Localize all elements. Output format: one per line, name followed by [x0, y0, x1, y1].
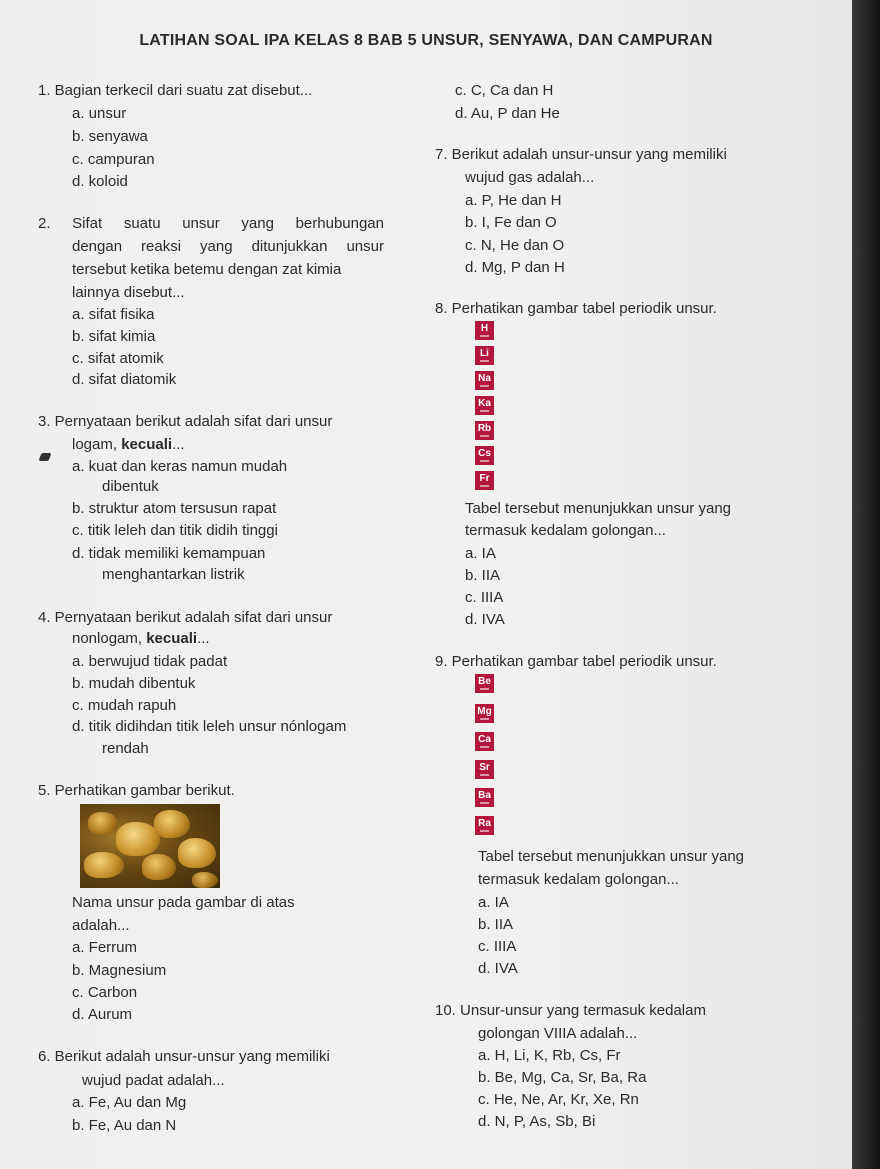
q2-question-line3: tersebut ketika betemu dengan zat kimia: [72, 261, 342, 278]
element-tile-cs: Cs: [475, 446, 494, 465]
q2-word: dengan: [72, 238, 123, 255]
q10-question-line1: 10. Unsur-unsur yang termasuk kedalam: [435, 1002, 706, 1019]
q4-text: nonlogam,: [72, 630, 147, 647]
q2-word: suatu: [123, 215, 161, 232]
q2-question-line2: [72, 237, 384, 256]
q1-option-a[interactable]: a. unsur: [72, 105, 127, 122]
element-tile-ka: Ka: [475, 396, 494, 415]
q5-question-line3: adalah...: [72, 917, 130, 934]
q4-option-c[interactable]: c. mudah rapuh: [72, 697, 177, 714]
q5-option-b[interactable]: b. Magnesium: [72, 962, 167, 979]
q1-option-c[interactable]: c. campuran: [72, 151, 155, 168]
q8-option-a[interactable]: a. IA: [465, 545, 496, 562]
q3-option-d-cont: menghantarkan listrik: [102, 566, 245, 583]
q8-question-line2: Tabel tersebut menunjukkan unsur yang: [465, 500, 732, 517]
q2-word: unsur: [346, 238, 384, 255]
q10-option-a[interactable]: a. H, Li, K, Rb, Cs, Fr: [478, 1047, 621, 1064]
element-tile-li: Li: [475, 346, 494, 365]
q1-option-d[interactable]: d. koloid: [72, 173, 128, 190]
q7-question-line2: wujud gas adalah...: [465, 169, 595, 186]
q4-option-d-cont: rendah: [102, 740, 149, 757]
q2-num: 2.: [38, 215, 51, 232]
q9-option-c[interactable]: c. IIIA: [478, 938, 517, 955]
q3-question-line2: [72, 435, 185, 454]
gold-nuggets-image: [80, 804, 220, 888]
q7-option-b[interactable]: b. I, Fe dan O: [465, 214, 557, 231]
q4-except-word: kecuali: [146, 630, 198, 647]
q3-option-c[interactable]: c. titik leleh dan titik didih tinggi: [72, 522, 278, 539]
q8-question-line3: termasuk kedalam golongan...: [465, 522, 666, 539]
q2-option-a[interactable]: a. sifat fisika: [72, 306, 155, 323]
page-title: LATIHAN SOAL IPA KELAS 8 BAB 5 UNSUR, SENYAWA, DAN CAMPURAN: [139, 32, 713, 49]
q10-question-line2: golongan VIIIA adalah...: [478, 1025, 638, 1042]
q2-question-line1: [38, 214, 384, 233]
q9-question-line2: Tabel tersebut menunjukkan unsur yang: [478, 848, 745, 865]
element-tile-sr: Sr: [475, 760, 494, 779]
q3-option-b[interactable]: b. struktur atom tersusun rapat: [72, 500, 277, 517]
q5-question-line2: Nama unsur pada gambar di atas: [72, 894, 295, 911]
screen-edge: [852, 0, 880, 1169]
q7-option-a[interactable]: a. P, He dan H: [465, 192, 562, 209]
q4-option-d[interactable]: d. titik didihdan titik leleh unsur nónlogam: [72, 718, 347, 735]
q5-option-a[interactable]: a. Ferrum: [72, 939, 138, 956]
q5-question-line1: 5. Perhatikan gambar berikut.: [38, 782, 235, 799]
q4-question-line2: [72, 629, 210, 648]
q2-word: yang: [200, 238, 233, 255]
q7-option-d[interactable]: d. Mg, P dan H: [465, 259, 565, 276]
q6-question-line2: wujud padat adalah...: [82, 1072, 225, 1089]
q6-option-c[interactable]: c. C, Ca dan H: [455, 82, 554, 99]
q9-option-a[interactable]: a. IA: [478, 894, 509, 911]
element-tile-mg: Mg: [475, 704, 494, 723]
q6-question-line1: 6. Berikut adalah unsur-unsur yang memiliki: [38, 1048, 330, 1065]
q1-question: 1. Bagian terkecil dari suatu zat disebut...: [38, 82, 313, 99]
q8-question-line1: 8. Perhatikan gambar tabel periodik unsur.: [435, 300, 717, 317]
element-tile-be: Be: [475, 674, 494, 693]
q3-text: ...: [172, 436, 185, 453]
element-tile-fr: Fr: [475, 471, 494, 490]
q2-word: unsur: [182, 215, 220, 232]
element-tile-ra: Ra: [475, 816, 494, 835]
element-tile-na: Na: [475, 371, 494, 390]
q3-option-a[interactable]: a. kuat dan keras namun mudah: [72, 458, 288, 475]
q3-text: logam,: [72, 436, 122, 453]
element-tile-ca: Ca: [475, 732, 494, 751]
q2-word: Sifat: [72, 215, 103, 232]
q4-question-line1: 4. Pernyataan berikut adalah sifat dari unsur: [38, 609, 333, 626]
q2-word: yang: [241, 215, 274, 232]
q2-option-c[interactable]: c. sifat atomik: [72, 350, 164, 367]
q6-option-d[interactable]: d. Au, P dan He: [455, 105, 560, 122]
q9-question-line1: 9. Perhatikan gambar tabel periodik unsur.: [435, 653, 717, 670]
q5-option-d[interactable]: d. Aurum: [72, 1006, 133, 1023]
element-tile-h: H: [475, 321, 494, 340]
q2-option-d[interactable]: d. sifat diatomik: [72, 371, 177, 388]
q2-question-line4: lainnya disebut...: [72, 284, 185, 301]
q6-option-b[interactable]: b. Fe, Au dan N: [72, 1117, 177, 1134]
q10-option-d[interactable]: d. N, P, As, Sb, Bi: [478, 1113, 596, 1130]
q4-option-b[interactable]: b. mudah dibentuk: [72, 675, 196, 692]
q8-option-d[interactable]: d. IVA: [465, 611, 505, 628]
element-tile-rb: Rb: [475, 421, 494, 440]
q7-option-c[interactable]: c. N, He dan O: [465, 237, 565, 254]
q10-option-c[interactable]: c. He, Ne, Ar, Kr, Xe, Rn: [478, 1091, 639, 1108]
q3-question-line1: 3. Pernyataan berikut adalah sifat dari unsur: [38, 413, 333, 430]
q1-option-b[interactable]: b. senyawa: [72, 128, 148, 145]
q3-option-d[interactable]: d. tidak memiliki kemampuan: [72, 545, 266, 562]
q2-word: reaksi: [141, 238, 182, 255]
q10-option-b[interactable]: b. Be, Mg, Ca, Sr, Ba, Ra: [478, 1069, 647, 1086]
q2-word: ditunjukkan: [251, 238, 328, 255]
q2-word: berhubungan: [295, 215, 384, 232]
q9-question-line3: termasuk kedalam golongan...: [478, 871, 679, 888]
q8-option-b[interactable]: b. IIA: [465, 567, 501, 584]
q5-option-c[interactable]: c. Carbon: [72, 984, 138, 1001]
q9-option-b[interactable]: b. IIA: [478, 916, 514, 933]
q9-option-d[interactable]: d. IVA: [478, 960, 518, 977]
element-tile-ba: Ba: [475, 788, 494, 807]
q4-text: ...: [197, 630, 210, 647]
q3-except-word: kecuali: [121, 436, 173, 453]
q6-option-a[interactable]: a. Fe, Au dan Mg: [72, 1094, 187, 1111]
q4-option-a[interactable]: a. berwujud tidak padat: [72, 653, 228, 670]
q7-question-line1: 7. Berikut adalah unsur-unsur yang memiliki: [435, 146, 727, 163]
q3-option-a-cont: dibentuk: [102, 478, 159, 495]
q8-option-c[interactable]: c. IIIA: [465, 589, 504, 606]
q2-option-b[interactable]: b. sifat kimia: [72, 328, 156, 345]
